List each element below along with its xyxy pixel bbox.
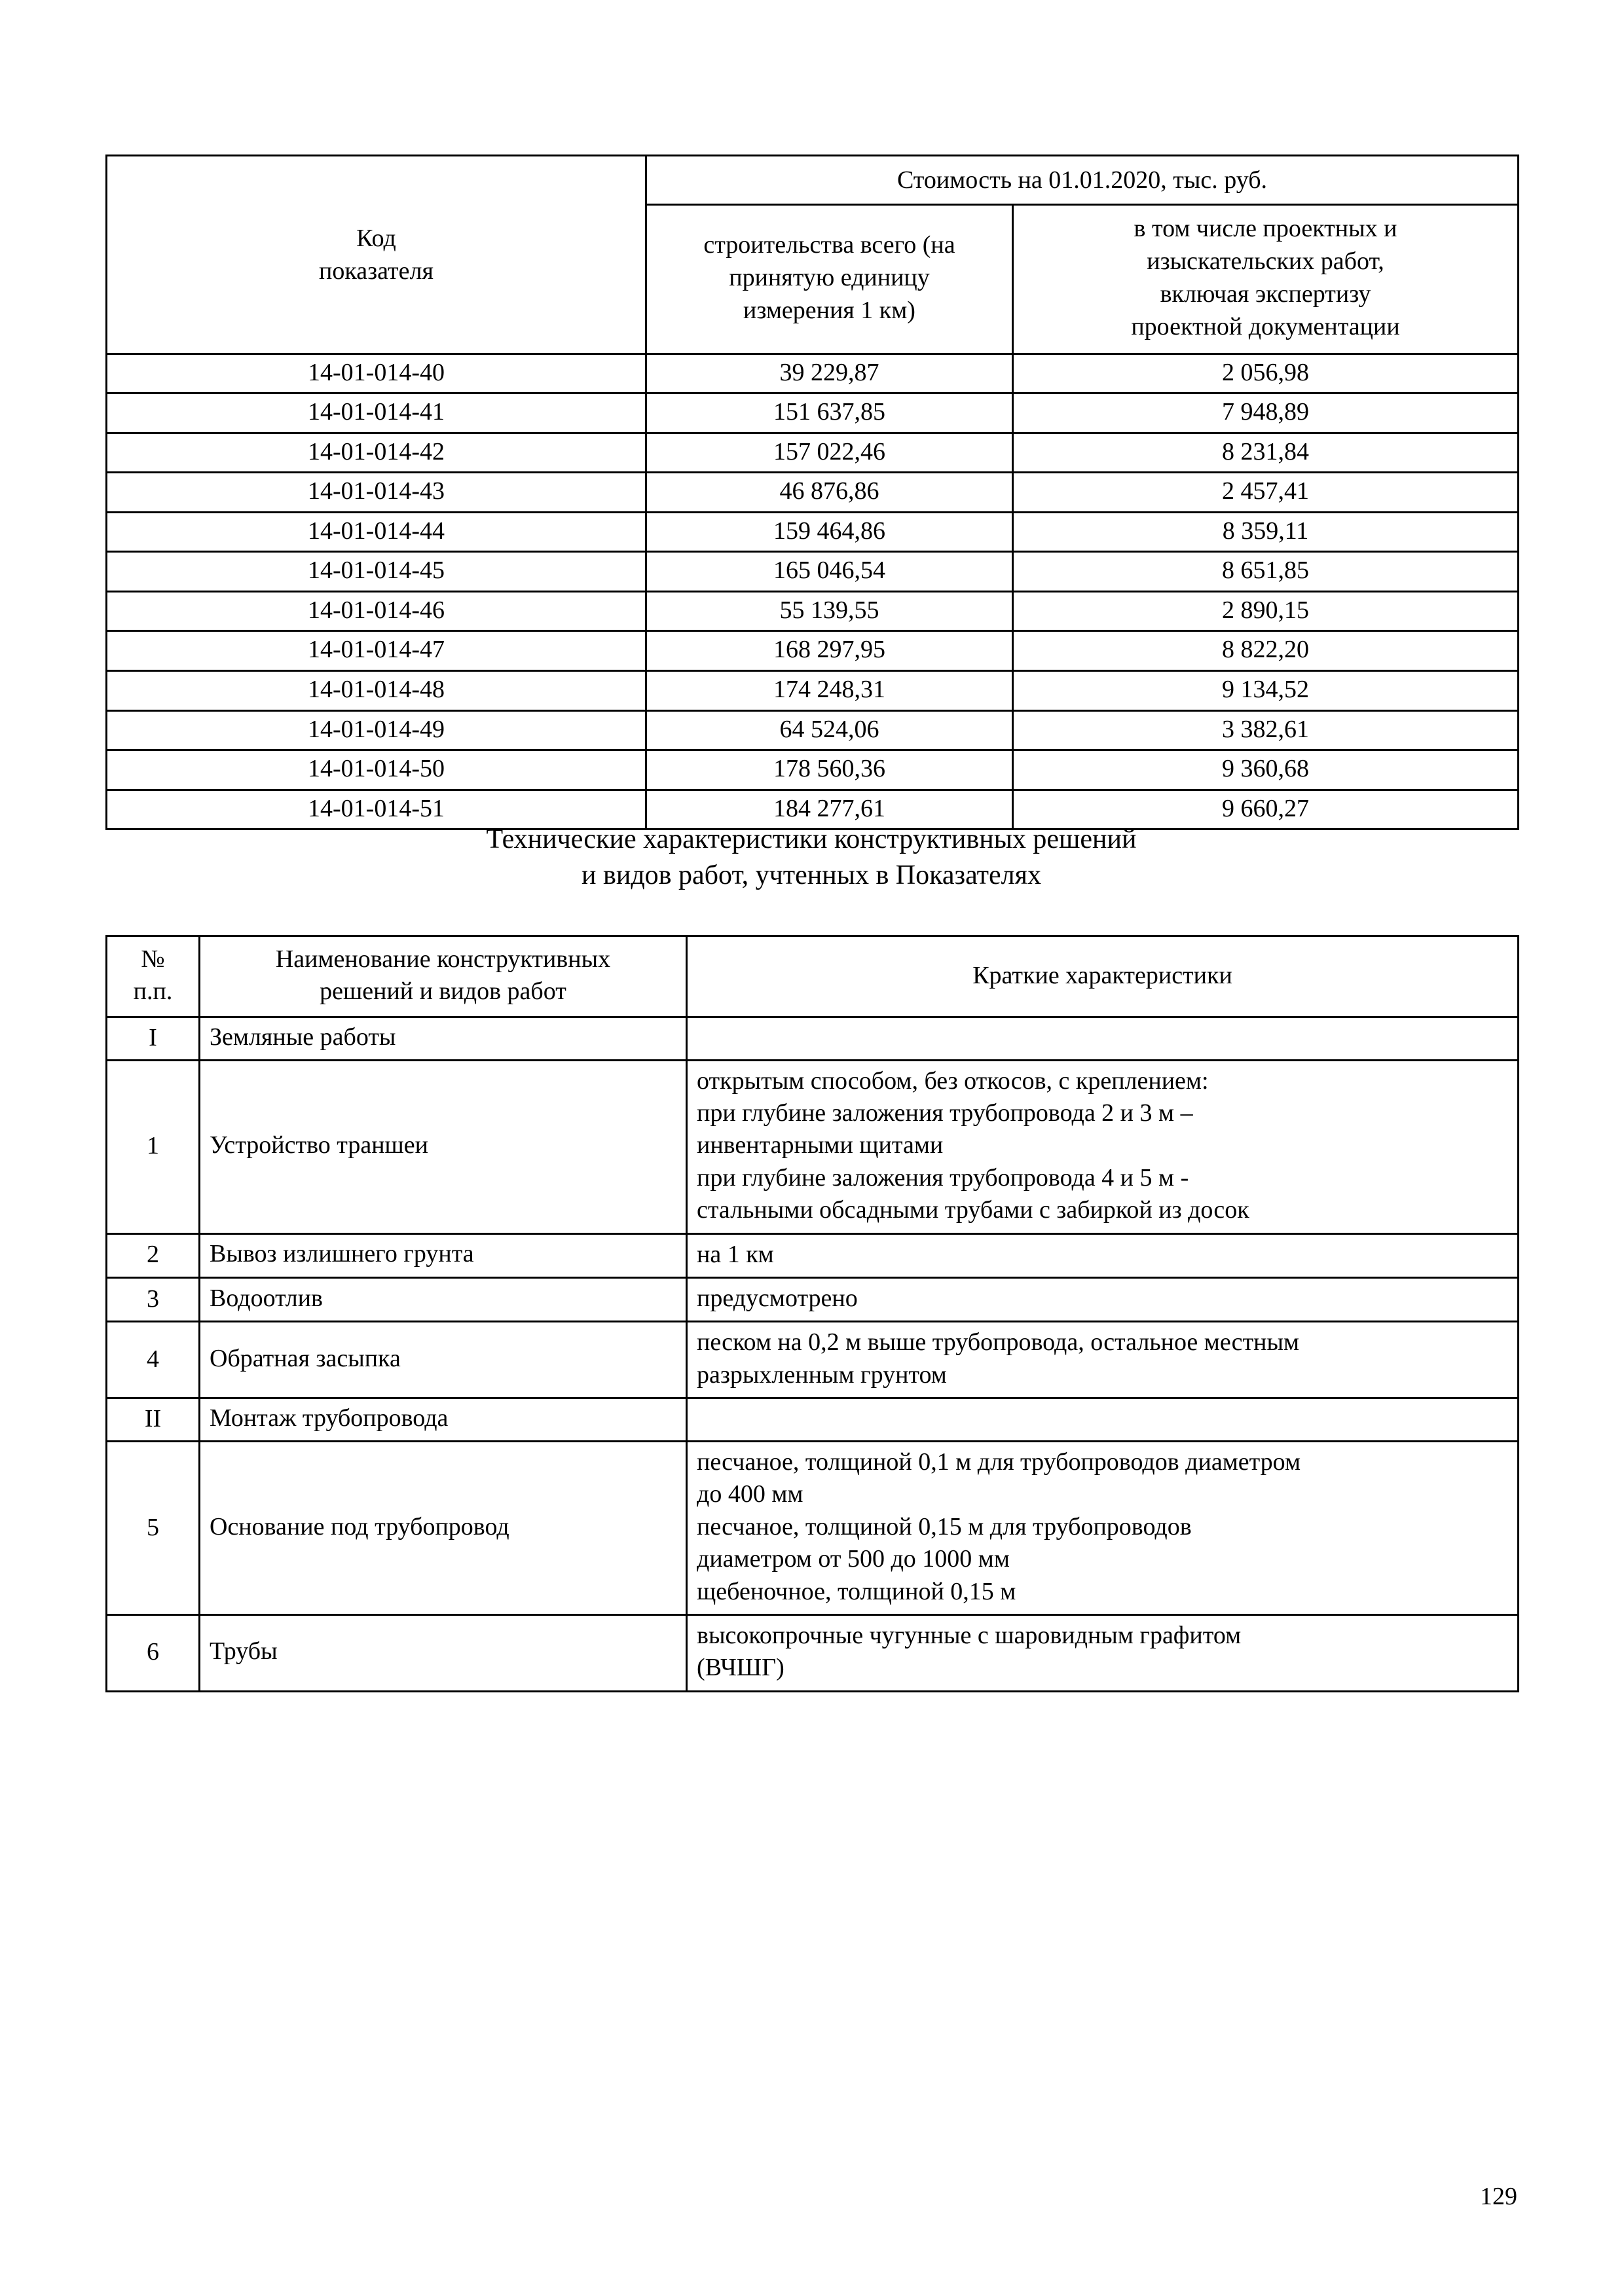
header-item-number <box>107 936 200 1017</box>
header-pir-line-1: в том числе проектных и <box>1134 215 1397 242</box>
cell-code: 14-01-014-43 <box>107 473 646 513</box>
description-line: (ВЧШГ) <box>697 1654 784 1682</box>
description-line: открытым способом, без откосов, с креплением: <box>697 1066 1209 1095</box>
cell-work-name: Водоотлив <box>200 1278 687 1322</box>
cell-total: 55 139,55 <box>646 591 1013 631</box>
header-total-line-1: строительства всего (на <box>703 231 955 259</box>
cell-pir: 8 651,85 <box>1013 552 1519 592</box>
header-name-line-1: Наименование конструктивных <box>275 945 611 973</box>
cell-total: 168 297,95 <box>646 631 1013 671</box>
cell-code: 14-01-014-49 <box>107 710 646 750</box>
table-row <box>107 1322 1519 1398</box>
description-line: песчаное, толщиной 0,1 м для трубопроводов диаметром <box>697 1448 1301 1476</box>
table-row <box>107 710 1519 750</box>
tech-table-head <box>107 936 1519 1017</box>
header-pir-line-2: изыскательских работ, <box>1147 247 1384 276</box>
cell-description <box>687 1233 1519 1277</box>
cell-work-name: Устройство траншеи <box>200 1060 687 1233</box>
cell-code: 14-01-014-44 <box>107 512 646 552</box>
table-row <box>107 1615 1519 1692</box>
cell-code: 14-01-014-45 <box>107 552 646 592</box>
table-row <box>107 591 1519 631</box>
cell-total: 159 464,86 <box>646 512 1013 552</box>
description-line: щебеночное, толщиной 0,15 м <box>697 1577 1016 1605</box>
cell-item-number: 6 <box>107 1615 200 1692</box>
header-name-line-2: решений и видов работ <box>320 977 566 1006</box>
cell-total: 64 524,06 <box>646 710 1013 750</box>
cell-pir: 8 822,20 <box>1013 631 1519 671</box>
cell-work-name: Земляные работы <box>200 1017 687 1060</box>
cell-item-number: 5 <box>107 1442 200 1615</box>
description-line: инвентарными щитами <box>697 1131 944 1159</box>
section-title <box>105 822 1517 893</box>
cell-item-number: 4 <box>107 1322 200 1398</box>
description-line: на 1 км <box>697 1240 774 1268</box>
description-line: предусмотрено <box>697 1285 858 1312</box>
cell-description <box>687 1398 1519 1442</box>
header-code-line-2: показателя <box>319 257 434 285</box>
header-work-name <box>200 936 687 1017</box>
cell-pir: 9 134,52 <box>1013 671 1519 711</box>
cell-code: 14-01-014-50 <box>107 750 646 790</box>
cell-work-name: Вывоз излишнего грунта <box>200 1233 687 1277</box>
header-pir-line-3: включая экспертизу <box>1160 280 1371 308</box>
cell-code: 14-01-014-46 <box>107 591 646 631</box>
cell-total: 178 560,36 <box>646 750 1013 790</box>
cell-description <box>687 1442 1519 1615</box>
technical-characteristics-table <box>105 935 1519 1692</box>
cost-indicators-table <box>105 155 1519 830</box>
header-code-line-1: Код <box>356 224 396 252</box>
header-construction-total <box>646 205 1013 354</box>
table-row <box>107 393 1519 433</box>
cell-code: 14-01-014-47 <box>107 631 646 671</box>
description-line: до 400 мм <box>697 1480 803 1508</box>
cell-total: 46 876,86 <box>646 473 1013 513</box>
cell-description <box>687 1615 1519 1692</box>
table-row <box>107 552 1519 592</box>
cell-total: 39 229,87 <box>646 354 1013 393</box>
cell-item-number: 1 <box>107 1060 200 1233</box>
header-total-line-2: принятую единицу <box>729 264 930 292</box>
description-line: при глубине заложения трубопровода 4 и 5 м - <box>697 1163 1189 1192</box>
description-line: песком на 0,2 м выше трубопровода, остальное местным <box>697 1328 1300 1357</box>
cell-item-number: 3 <box>107 1278 200 1322</box>
description-line: диаметром от 500 до 1000 мм <box>697 1545 1010 1573</box>
description-line: песчаное, толщиной 0,15 м для трубопроводов <box>697 1512 1192 1540</box>
cell-pir: 3 382,61 <box>1013 710 1519 750</box>
cell-pir: 9 360,68 <box>1013 750 1519 790</box>
table-row <box>107 1278 1519 1322</box>
cell-code: 14-01-014-40 <box>107 354 646 393</box>
table-row <box>107 1398 1519 1442</box>
description-line: стальными обсадными трубами с забиркой из досок <box>697 1196 1249 1224</box>
description-line: высокопрочные чугунные с шаровидным графитом <box>697 1622 1242 1649</box>
description-line: разрыхленным грунтом <box>697 1360 947 1389</box>
cell-work-name: Трубы <box>200 1615 687 1692</box>
cell-total: 174 248,31 <box>646 671 1013 711</box>
table-row <box>107 1233 1519 1277</box>
cell-code: 14-01-014-51 <box>107 790 646 829</box>
page-number: 129 <box>1480 2183 1517 2210</box>
cell-total: 165 046,54 <box>646 552 1013 592</box>
cell-pir: 2 890,15 <box>1013 591 1519 631</box>
cell-pir: 2 457,41 <box>1013 473 1519 513</box>
table-row <box>107 512 1519 552</box>
cell-work-name: Монтаж трубопровода <box>200 1398 687 1442</box>
table-row <box>107 1442 1519 1615</box>
cell-pir: 2 056,98 <box>1013 354 1519 393</box>
cell-pir: 7 948,89 <box>1013 393 1519 433</box>
cell-item-number: I <box>107 1017 200 1060</box>
cell-pir: 8 359,11 <box>1013 512 1519 552</box>
cost-table-body <box>107 354 1519 829</box>
cell-code: 14-01-014-41 <box>107 393 646 433</box>
table-row <box>107 1017 1519 1060</box>
table-row <box>107 671 1519 711</box>
header-cost-span: Стоимость на 01.01.2020, тыс. руб. <box>646 156 1519 205</box>
cell-work-name: Основание под трубопровод <box>200 1442 687 1615</box>
cell-work-name: Обратная засыпка <box>200 1322 687 1398</box>
description-line: при глубине заложения трубопровода 2 и 3 м – <box>697 1099 1193 1127</box>
section-title-line-1: Технические характеристики конструктивных решений <box>486 824 1137 854</box>
cell-code: 14-01-014-48 <box>107 671 646 711</box>
cell-pir: 9 660,27 <box>1013 790 1519 829</box>
table-row <box>107 354 1519 393</box>
cost-table-head <box>107 156 1519 354</box>
header-design-survey-works <box>1013 205 1519 354</box>
header-brief-characteristics: Краткие характеристики <box>687 936 1519 1017</box>
cost-table-header-row-1 <box>107 156 1519 205</box>
table-row <box>107 473 1519 513</box>
header-num-line-1: № <box>141 945 165 973</box>
header-total-line-3: измерения 1 км) <box>743 297 915 325</box>
cell-total: 157 022,46 <box>646 433 1013 473</box>
cell-description <box>687 1060 1519 1233</box>
table-row <box>107 433 1519 473</box>
cell-item-number: 2 <box>107 1233 200 1277</box>
cell-description <box>687 1278 1519 1322</box>
tech-table-body <box>107 1017 1519 1691</box>
cell-description <box>687 1322 1519 1398</box>
cell-pir: 8 231,84 <box>1013 433 1519 473</box>
table-row <box>107 631 1519 671</box>
header-num-line-2: п.п. <box>133 977 173 1006</box>
header-pir-line-4: проектной документации <box>1131 313 1400 341</box>
tech-table-header-row <box>107 936 1519 1017</box>
table-row <box>107 1060 1519 1233</box>
cell-item-number: II <box>107 1398 200 1442</box>
cell-description <box>687 1017 1519 1060</box>
cell-code: 14-01-014-42 <box>107 433 646 473</box>
cell-total: 184 277,61 <box>646 790 1013 829</box>
header-code-column <box>107 156 646 354</box>
table-row <box>107 750 1519 790</box>
section-title-line-2: и видов работ, учтенных в Показателях <box>581 860 1041 890</box>
cell-total: 151 637,85 <box>646 393 1013 433</box>
